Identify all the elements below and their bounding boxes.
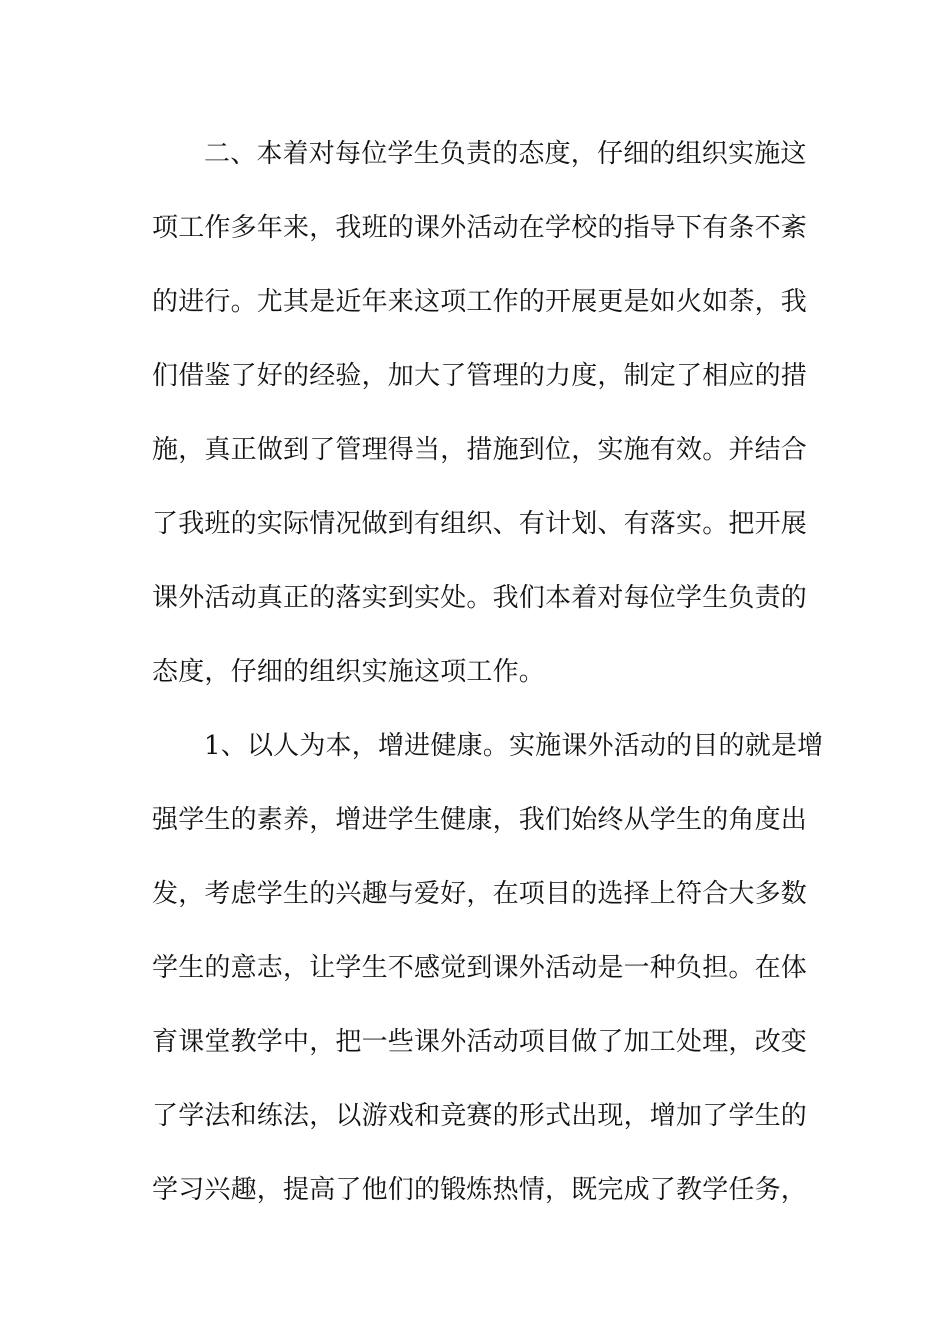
paragraph-1-line-3: 的进行。尤其是近年来这项工作的开展更是如火如荼，我 [152,287,808,317]
paragraph-1-line-6: 了我班的实际情况做到有组织、有计划、有落实。把开展 [152,509,808,539]
paragraph-1-line-1: 二、本着对每位学生负责的态度，仔细的组织实施这 [204,139,807,169]
paragraph-2-line-3: 发，考虑学生的兴趣与爱好，在项目的选择上符合大多数 [152,879,808,909]
paragraph-1-line-8: 态度，仔细的组织实施这项工作。 [152,657,546,687]
paragraph-1-line-5: 施，真正做到了管理得当，措施到位，实施有效。并结合 [152,435,808,465]
paragraph-2-line-2: 强学生的素养，增进学生健康，我们始终从学生的角度出 [152,805,808,835]
paragraph-1-line-7: 课外活动真正的落实到实处。我们本着对每位学生负责的 [152,583,808,613]
paragraph-1-line-4: 们借鉴了好的经验，加大了管理的力度，制定了相应的措 [152,361,808,391]
paragraph-2-line-1: 1、以人为本，增进健康。实施课外活动的目的就是增 [204,731,824,761]
paragraph-2-line-5: 育课堂教学中，把一些课外活动项目做了加工处理，改变 [152,1027,808,1057]
paragraph-1-line-2: 项工作多年来，我班的课外活动在学校的指导下有条不紊 [152,213,808,243]
paragraph-2-line-4: 学生的意志，让学生不感觉到课外活动是一种负担。在体 [152,953,808,983]
paragraph-2-line-6: 了学法和练法，以游戏和竞赛的形式出现，增加了学生的 [152,1101,808,1131]
paragraph-2-line-7: 学习兴趣，提高了他们的锻炼热情，既完成了教学任务， [152,1175,808,1205]
